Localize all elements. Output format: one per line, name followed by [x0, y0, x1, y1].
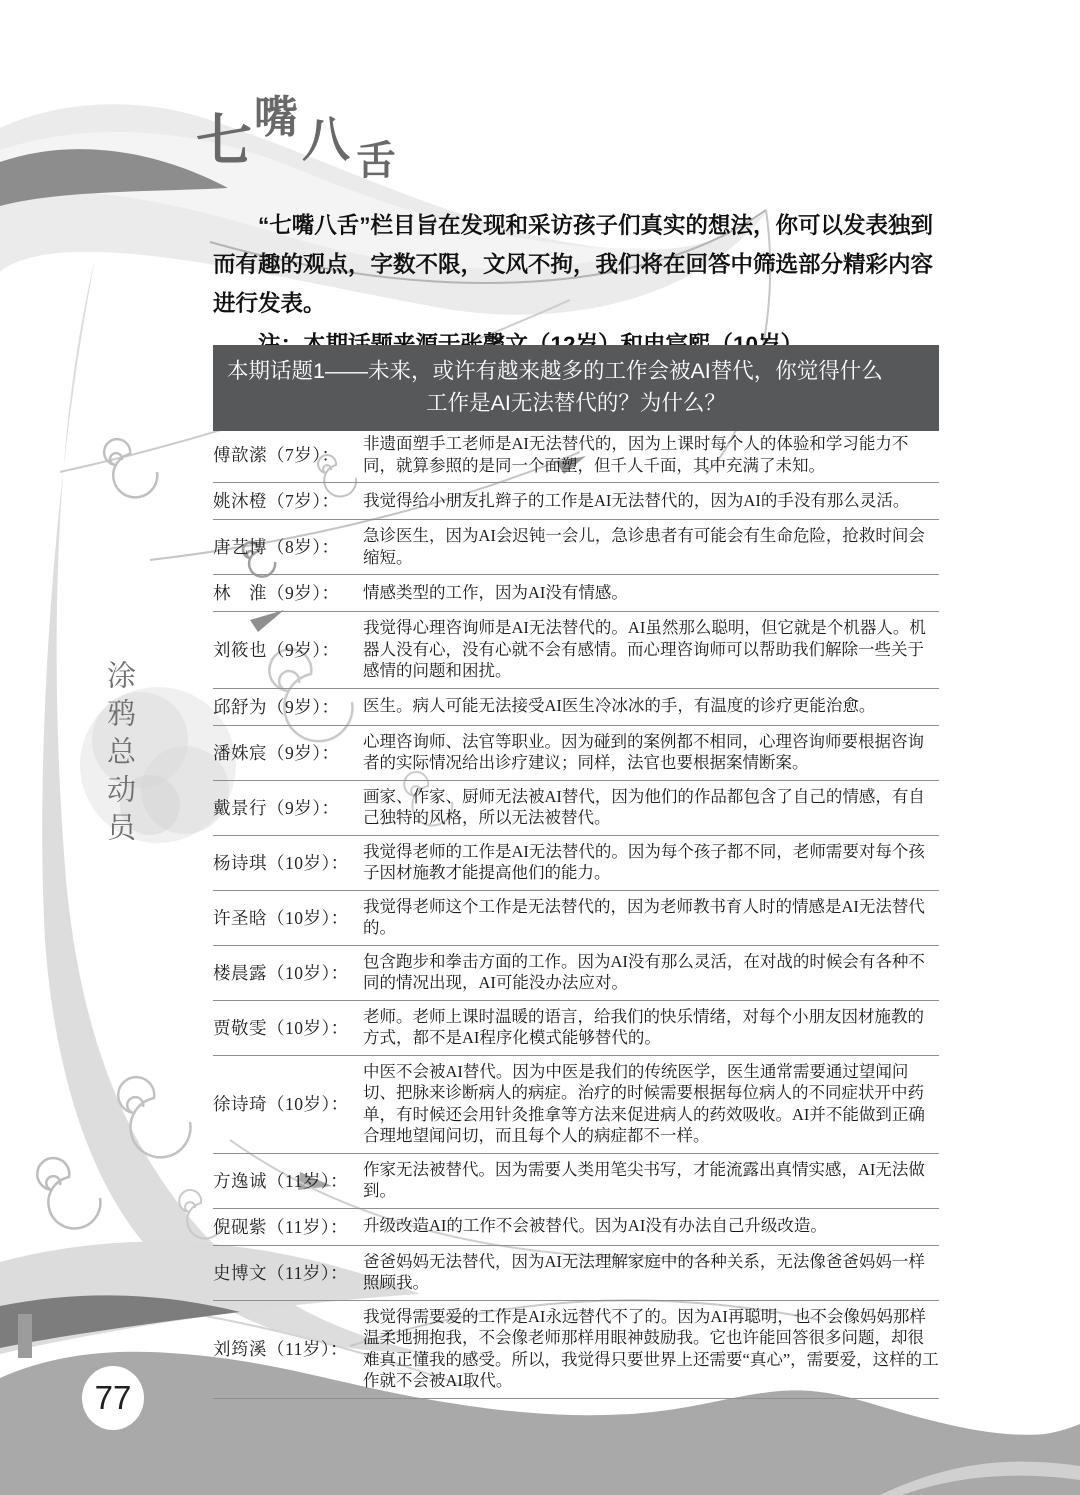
respondent-name: 倪砚紫（11岁）： [213, 1216, 349, 1237]
title-char: 八 [302, 112, 351, 168]
response-text: 医生。病人可能无法接受AI医生冷冰冰的手，有温度的诊疗更能治愈。 [363, 696, 876, 716]
respondent-name: 戴景行（9岁）： [213, 797, 340, 818]
responses-table [213, 428, 939, 1399]
response-row [213, 781, 939, 836]
response-row [213, 1209, 939, 1246]
respondent-name: 邱舒为（9岁）： [213, 696, 340, 717]
response-text: 非遗面塑手工老师是AI无法替代的，因为上课时每个人的体验和学习能力不同，就算参照的是同一个面塑，但千人千面，其中充满了未知。 [363, 434, 909, 475]
respondent-name: 刘筠溪（11岁）： [213, 1339, 349, 1359]
response-row [213, 1246, 939, 1301]
respondent-name: 林 淮（9岁）： [213, 583, 340, 603]
page-number: 77 [94, 1379, 132, 1416]
response-text: 我觉得老师这个工作是无法替代的，因为老师教书育人时的情感是AI无法替代的。 [363, 896, 925, 937]
response-row [213, 575, 939, 612]
respondent-name: 许圣晗（10岁）： [213, 907, 349, 928]
respondent-name: 潘姝宸（9岁）： [213, 742, 340, 763]
topic-line-2: 工作是AI无法替代的？为什么？ [426, 391, 726, 415]
respondent-name: 史博文（11岁）： [213, 1262, 349, 1283]
response-row [213, 836, 939, 891]
response-text: 心理咨询师、法官等职业。因为碰到的案例都不相同，心理咨询师要根据咨询者的实际情况给出诊疗建议；同样，法官也要根据案情断案。 [363, 731, 924, 772]
response-text: 升级改造AI的工作不会被替代。因为AI没有办法自己升级改造。 [363, 1216, 827, 1236]
intro-section [213, 206, 939, 364]
page-number-badge [82, 1366, 144, 1430]
response-text: 我觉得心理咨询师是AI无法替代的。AI虽然那么聪明，但它就是个机器人。机器人没有心，没有心就不会有感情。而心理咨询师可以帮助我们解除一些关于感情的问题和困扰。 [363, 618, 926, 680]
response-row [213, 483, 939, 520]
response-text: 爸爸妈妈无法替代，因为AI无法理解家庭中的各种关系，无法像爸爸妈妈一样照顾我。 [363, 1251, 925, 1292]
response-row [213, 1154, 939, 1209]
response-text: 老师。老师上课时温暖的语言，给我们的快乐情绪，对每个小朋友因材施教的方式，都不是AI程序化模式能够替代的。 [363, 1006, 924, 1047]
respondent-name: 方逸诚（11岁）： [213, 1170, 349, 1191]
title-char: 舌 [356, 138, 397, 184]
title-char: 七 [196, 109, 252, 174]
respondent-name: 姚沐橙（7岁）： [213, 491, 340, 511]
response-text: 我觉得给小朋友扎辫子的工作是AI无法替代的，因为AI的手没有那么灵活。 [363, 490, 910, 510]
respondent-name: 杨诗琪（10岁）： [213, 852, 349, 873]
response-row [213, 689, 939, 726]
column-title [196, 88, 496, 198]
respondent-name: 唐艺博（8岁）： [213, 537, 340, 557]
response-text: 急诊医生，因为AI会迟钝一会儿，急诊患者有可能会有生命危险，抢救时间会缩短。 [363, 526, 925, 567]
response-text: 情感类型的工作，因为AI没有情感。 [363, 582, 628, 602]
response-row [213, 946, 939, 1001]
response-row [213, 520, 939, 575]
response-text: 中医不会被AI替代。因为中医是我们的传统医学，医生通常需要通过望闻问切、把脉来诊断病人的病症。治疗的时候需要根据每位病人的不同症状开中药单，有时候还会用针灸推拿等方法来促进病人的药效吸收。AI并不能做到正确合理地望闻问切，而且每个人的病症都不一样。 [363, 1061, 925, 1145]
response-text: 我觉得需要爱的工作是AI永远替代不了的。因为AI再聪明，也不会像妈妈那样温柔地拥抱我，不会像老师那样用眼神鼓励我。它也许能回答很多问题，却很难真正懂我的感受。所以，我觉得只要世界上还需要“真心”，需要爱，这样的工作就不会被AI取代。 [363, 1306, 939, 1390]
response-row [213, 1001, 939, 1056]
response-row [213, 1056, 939, 1154]
title-char: 嘴 [254, 92, 298, 143]
response-row [213, 891, 939, 946]
intro-paragraph: “七嘴八舌”栏目旨在发现和采访孩子们真实的想法，你可以发表独到而有趣的观点，字数不限，文风不拘，我们将在回答中筛选部分精彩内容进行发表。 [213, 213, 934, 316]
response-row [213, 428, 939, 483]
respondent-name: 贾敬雯（10岁）： [213, 1017, 349, 1038]
response-text: 作家无法被替代。因为需要人类用笔尖书写，才能流露出真情实感，AI无法做到。 [363, 1159, 925, 1200]
response-text: 画家、作家、厨师无法被AI替代，因为他们的作品都包含了自己的情感，有自己独特的风格，所以无法被替代。 [363, 786, 925, 827]
section-vertical-label: 涂鸦总动员 [103, 660, 137, 850]
response-text: 包含跑步和拳击方面的工作。因为AI没有那么灵活，在对战的时候会有各种不同的情况出现，AI可能没办法应对。 [363, 951, 925, 992]
response-row [213, 1301, 939, 1399]
response-row [213, 612, 939, 689]
topic-header-box [213, 345, 939, 431]
respondent-name: 刘筱也（9岁）： [213, 639, 340, 660]
response-row [213, 726, 939, 781]
response-text: 我觉得老师的工作是AI无法替代的。因为每个孩子都不同，老师需要对每个孩子因材施教才能提高他们的能力。 [363, 841, 925, 882]
respondent-name: 傅歆潆（7岁）： [213, 445, 340, 465]
topic-line-1: 本期话题1——未来，或许有越来越多的工作会被AI替代，你觉得什么 [227, 359, 883, 383]
respondent-name: 徐诗琦（10岁）： [213, 1094, 349, 1114]
respondent-name: 楼晨露（10岁）： [213, 962, 349, 983]
